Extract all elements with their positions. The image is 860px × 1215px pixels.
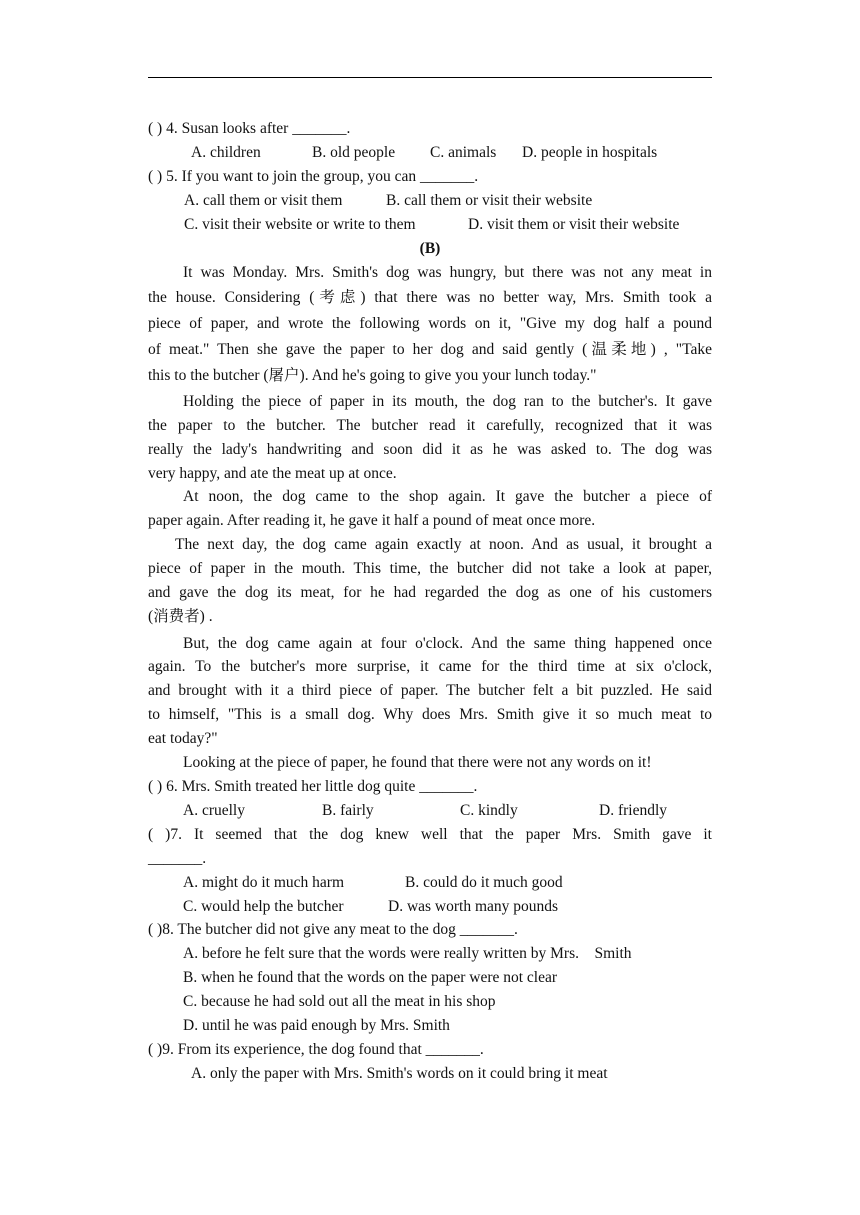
header-rule: [148, 77, 712, 78]
question-9-stem: ( )9. From its experience, the dog found that _______.: [148, 1041, 484, 1058]
question-7-option-d: D. was worth many pounds: [388, 898, 559, 915]
question-8-stem: ( )8. The butcher did not give any meat to the dog _______.: [148, 921, 518, 938]
question-6-option-b: B. fairly: [322, 802, 374, 819]
question-5-option-c: C. visit their website or write to them: [184, 216, 416, 233]
question-4-stem: ( ) 4. Susan looks after _______.: [148, 120, 351, 137]
passage-line: The next day, the dog came again exactly at noon. And as usual, it brought a: [175, 536, 712, 553]
passage-line: piece of paper in the mouth. This time, the butcher did not take a look at paper,: [148, 560, 712, 577]
question-6-option-c: C. kindly: [460, 802, 518, 819]
passage-line: the house. Considering (考虑) that there was no better way, Mrs. Smith took a: [148, 289, 712, 306]
question-7-stem-continued: _______.: [148, 850, 207, 867]
passage-line: paper again. After reading it, he gave it half a pound of meat once more.: [148, 512, 596, 529]
passage-line: It was Monday. Mrs. Smith's dog was hungry, but there was not any meat in: [183, 264, 712, 281]
question-6-option-d: D. friendly: [599, 802, 668, 819]
question-7-option-b: B. could do it much good: [405, 874, 563, 891]
question-5-option-b: B. call them or visit their website: [386, 192, 593, 209]
question-8-option-c: C. because he had sold out all the meat in his shop: [183, 993, 496, 1010]
question-8-option-a: A. before he felt sure that the words were really written by Mrs. Smith: [183, 945, 632, 962]
question-4-option-c: C. animals: [430, 144, 497, 161]
passage-line: Holding the piece of paper in its mouth, the dog ran to the butcher's. It gave: [183, 393, 712, 410]
question-8-option-b: B. when he found that the words on the paper were not clear: [183, 969, 558, 986]
question-7-stem: ( )7. It seemed that the dog knew well that the paper Mrs. Smith gave it: [148, 826, 712, 843]
passage-line: really the lady's handwriting and soon did it as he was asked to. The dog was: [148, 441, 712, 458]
passage-line: this to the butcher (屠户). And he's going to give you your lunch today.": [148, 367, 597, 384]
passage-line: Looking at the piece of paper, he found that there were not any words on it!: [183, 754, 652, 771]
passage-line: very happy, and ate the meat up at once.: [148, 465, 397, 482]
passage-line: But, the dog came again at four o'clock. And the same thing happened once: [183, 635, 712, 652]
passage-line: and brought with it a third piece of paper. The butcher felt a bit puzzled. He said: [148, 682, 712, 699]
question-5-option-a: A. call them or visit them: [184, 192, 343, 209]
passage-line: eat today?": [148, 730, 218, 747]
question-5-option-d: D. visit them or visit their website: [468, 216, 680, 233]
passage-line: the paper to the butcher. The butcher read it carefully, recognized that it was: [148, 417, 712, 434]
question-4-option-d: D. people in hospitals: [522, 144, 658, 161]
question-4-option-b: B. old people: [312, 144, 396, 161]
passage-line: again. To the butcher's more surprise, it came for the third time at six o'clock,: [148, 658, 712, 675]
passage-line: to himself, "This is a small dog. Why does Mrs. Smith give it so much meat to: [148, 706, 712, 723]
question-7-option-c: C. would help the butcher: [183, 898, 344, 915]
passage-line: At noon, the dog came to the shop again. It gave the butcher a piece of: [183, 488, 712, 505]
passage-line: and gave the dog its meat, for he had regarded the dog as one of his customers: [148, 584, 712, 601]
question-6-stem: ( ) 6. Mrs. Smith treated her little dog quite _______.: [148, 778, 478, 795]
section-title: (B): [419, 240, 441, 257]
question-9-option-a: A. only the paper with Mrs. Smith's words on it could bring it meat: [191, 1065, 608, 1082]
question-6-option-a: A. cruelly: [183, 802, 245, 819]
question-8-option-d: D. until he was paid enough by Mrs. Smith: [183, 1017, 450, 1034]
passage-line: piece of paper, and wrote the following words on it, "Give my dog half a pound: [148, 315, 712, 332]
passage-line: of meat." Then she gave the paper to her dog and said gently (温柔地) , "Take: [148, 341, 712, 358]
passage-line: (消费者) .: [148, 608, 213, 625]
question-5-stem: ( ) 5. If you want to join the group, you can _______.: [148, 168, 479, 185]
question-7-option-a: A. might do it much harm: [183, 874, 345, 891]
question-4-option-a: A. children: [191, 144, 261, 161]
